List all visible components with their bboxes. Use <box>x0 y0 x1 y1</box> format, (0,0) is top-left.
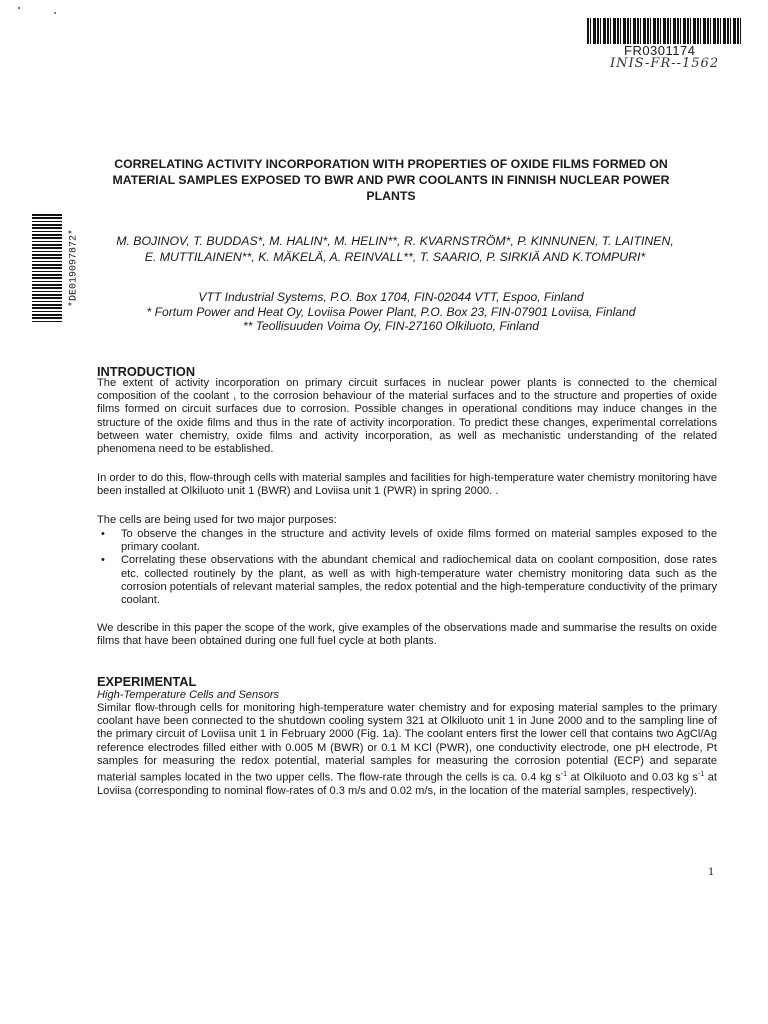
text-run: Similar flow-through cells for monitoring high-temperature water chemistry and for exposing material samples to the primary coolant have been connected to the shutdown cooling system 321 at Olkiluoto unit 1 in June 2000 and to the sampling line of the primary circuit of Loviisa unit 1 in February 2000 (Fig. 1a). The coolant enters first the lower cell that contains two AgCl/Ag reference electrodes filled either with 0.005 M (BWR) or 0.1 M KCl (PWR), one conductivity electrode, one pH electrode, Pt samples for measuring the redox potential, material samples for measuring the corrosion potential (ECP) and separate material samples located in the two upper cells. The flow-rate through the cells is ca. 0.4 kg s <box>97 702 717 784</box>
affiliation-line: VTT Industrial Systems, P.O. Box 1704, FIN-02044 VTT, Espoo, Finland <box>198 290 584 304</box>
report-number: FR0301174 <box>624 43 696 58</box>
intro-paragraph-2: In order to do this, flow-through cells with material samples and facilities for high-temperature water chemistry monitoring have been installed at Olkiluoto unit 1 (BWR) and Loviisa unit 1 (PWR) in spring 2000. . <box>97 472 717 498</box>
list-item: • To observe the changes in the structure and activity levels of oxide films formed on material samples exposed to the primary coolant. <box>97 528 717 554</box>
text-run: at Loviisa (corresponding to nominal flow-rates of 0.3 m/s and 0.02 m/s, in the location of the material samples, respectively). <box>97 771 717 797</box>
scan-speck <box>54 12 56 14</box>
side-barcode <box>32 214 62 322</box>
side-barcode-code: *DE019097872* <box>68 228 80 308</box>
purpose-list <box>97 528 717 607</box>
superscript: -1 <box>697 771 705 779</box>
scan-speck <box>18 7 20 9</box>
text-run: at Olkiluoto and 0.03 kg s <box>566 771 698 784</box>
intro-paragraph-3: The cells are being used for two major purposes: <box>97 514 337 526</box>
paper-title: CORRELATING ACTIVITY INCORPORATION WITH PROPERTIES OF OXIDE FILMS FORMED ON MATERIAL SAMPLES EXPOSED TO BWR AND PWR COOLANTS IN FINNISH NUCLEAR POWER PLANTS <box>112 157 670 203</box>
intro-paragraph-1: The extent of activity incorporation on primary circuit surfaces in nuclear power plants is connected to the chemical composition of the coolant , to the corrosion behaviour of the material surfaces and to the structure and properties of oxide films formed on circuit surfaces due to corrosion. Possible changes in operational conditions may induce changes in the structure of the oxide films and thus in the rate of activity incorporation. To predict these changes, experimental correlations between water chemistry, oxide films and activity incorporation, as well as mechanistic understanding of the related phenomena need to be established. <box>97 377 717 456</box>
page-number: 1 <box>708 864 714 878</box>
affiliation-line: ** Teollisuuden Voima Oy, FIN-27160 Olkiluoto, Finland <box>242 319 539 333</box>
report-barcode <box>587 18 742 44</box>
introduction-heading: INTRODUCTION <box>97 364 196 379</box>
author-list: M. BOJINOV, T. BUDDAS*, M. HALIN*, M. HELIN**, R. KVARNSTRÖM*, P. KINNUNEN, T. LAITINEN, E. MUTTILAINEN**, K. MÄKELÄ, A. REINVALL**, T. SAARIO, P. SIRKIÄ AND K.TOMPURI* <box>116 234 674 264</box>
affiliations <box>100 290 682 334</box>
list-item: • Correlating these observations with the abundant chemical and radiochemical data on coolant composition, dose rates etc. collected routinely by the plant, as well as with high-temperature water chemistry monitoring data such as the corrosion potentials of relevant material samples, the redox potential and the high-temperature conductivity of the primary coolant. <box>97 554 717 607</box>
handwritten-note: INIS-FR--1562 <box>610 56 720 71</box>
affiliation-line: * Fortum Power and Heat Oy, Loviisa Power Plant, P.O. Box 23, FIN-07901 Loviisa, Finland <box>146 304 636 319</box>
experimental-paragraph-1 <box>97 702 717 798</box>
intro-paragraph-4: We describe in this paper the scope of the work, give examples of the observations made and summarise the results on oxide films that have been obtained during one full fuel cycle at both plants. <box>97 622 717 648</box>
superscript: -1 <box>560 771 567 779</box>
experimental-heading: EXPERIMENTAL <box>97 674 197 689</box>
experimental-subheading: High-Temperature Cells and Sensors <box>97 689 280 701</box>
